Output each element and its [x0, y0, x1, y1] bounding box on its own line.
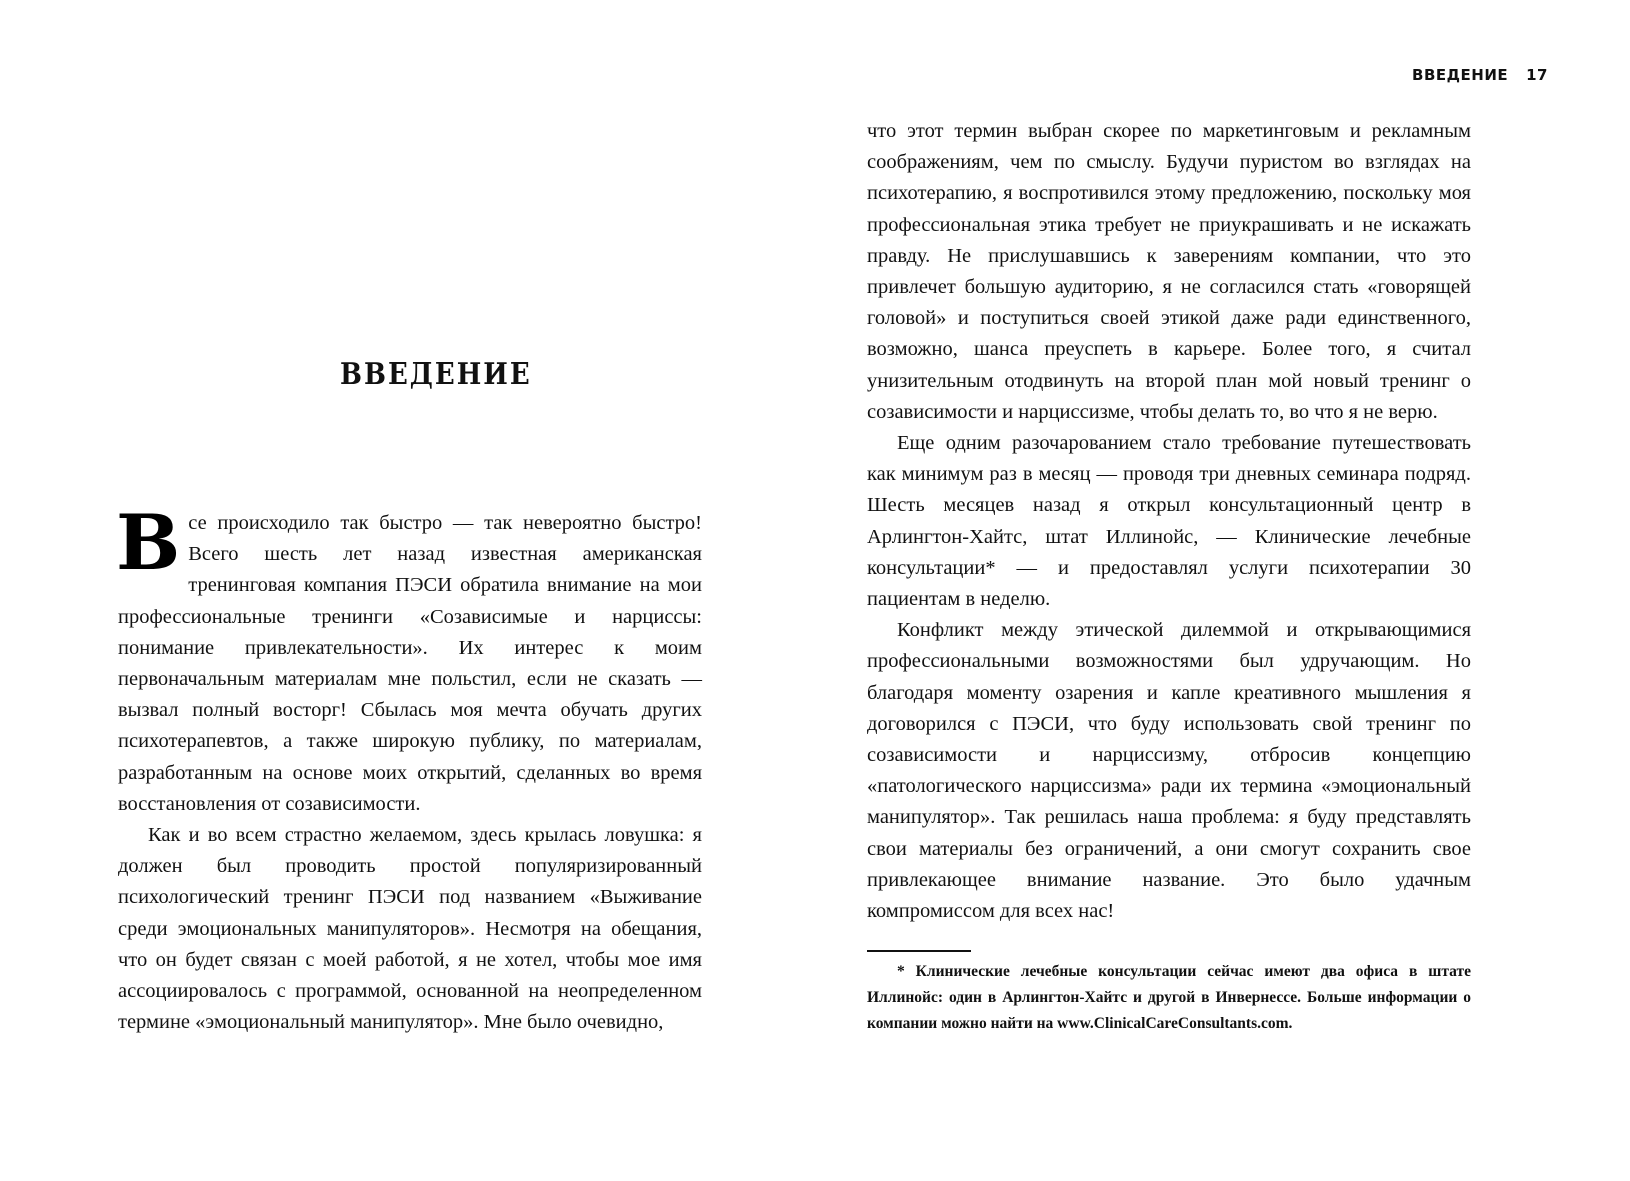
footnote-divider: [867, 950, 971, 952]
paragraph: [116, 498, 702, 820]
drop-cap: В: [116, 498, 181, 587]
paragraph: Конфликт между этической дилеммой и открывающимися профессиональными возможностями был удручающим. Но благодаря моменту озарения и капле креативного мышления я договорился с ПЭСИ, что буду использовать свой тренинг по созависимости и нарциссизму, отбросив концепцию «патологического нарциссизма» ради их термина «эмоциональный манипулятор». Так решилась наша проблема: я буду представлять свои материалы без ограничений, а они смогут сохранить свое привлекающее внимание название. Это было удачным компромиссом для всех нас!: [867, 619, 1471, 923]
paragraph: что этот термин выбран скорее по маркетинговым и рекламным соображениям, чем по смыслу. Будучи пуристом во взглядах на психотерапию, я воспротивился этому предложению, поскольку моя профессиональная этика требует не приукрашивать и не искажать правду. Не прислушавшись к заверениям компании, что это привлечет большую аудиторию, я не согласился стать «говорящей головой» и поступиться своей этикой даже ради единственного, возможно, шанса преуспеть в карьере. Более того, я считал унизительным отодвинуть на второй план мой новый тренинг о созависимости и нарциссизме, чтобы делать то, во что я не верю.: [867, 120, 1471, 423]
right-body-text: [867, 116, 1471, 927]
paragraph-text: се происходило так быстро — так невероятно быстро! Всего шесть лет назад известная американская тренинговая компания ПЭСИ обратила внимание на мои профессиональные тренинги «Созависимые и нарциссы: понимание привлекательности». Их интерес к моим первоначальным материалам мне польстил, если не сказать — вызвал полный восторг! Сбылась моя мечта обучать других психотерапевтов, а также широкую публику, по материалам, разработанным на основе моих открытий, сделанных во время восстановления от созависимости.: [118, 512, 702, 815]
footnote: [867, 959, 1471, 1037]
paragraph: Как и во всем страстно желаемом, здесь крылась ловушка: я должен был проводить простой популяризированный психологический тренинг ПЭСИ под названием «Выживание среди эмоциональных манипуляторов». Несмотря на обещания, что он будет связан с моей работой, я не хотел, чтобы мое имя ассоциировалось с программой, основанной на неопределенном термине «эмоциональный манипулятор». Мне было очевидно,: [118, 824, 702, 1034]
running-head: [1412, 66, 1548, 84]
left-body-text: [116, 498, 702, 1038]
chapter-title: ВВЕДЕНИЕ: [340, 357, 532, 393]
right-page: [815, 0, 1630, 1181]
paragraph: Еще одним разочарованием стало требование путешествовать как минимум раз в месяц — проводя три дневных семинара подряд. Шесть месяцев назад я открыл консультационный центр в Арлингтон-Хайтс, штат Иллинойс, — Клинические лечебные консультации* — и предоставлял услуги психотерапии 30 пациентам в неделю.: [867, 432, 1471, 611]
page-number: 17: [1526, 66, 1548, 84]
footnote-text: * Клинические лечебные консультации сейчас имеют два офиса в штате Иллинойс: один в Арлингтон-Хайтс и другой в Инвернессе. Больше информации о компании можно найти на www.ClinicalCareConsultants.com.: [867, 963, 1471, 1032]
running-head-title: ВВЕДЕНИЕ: [1412, 66, 1509, 84]
